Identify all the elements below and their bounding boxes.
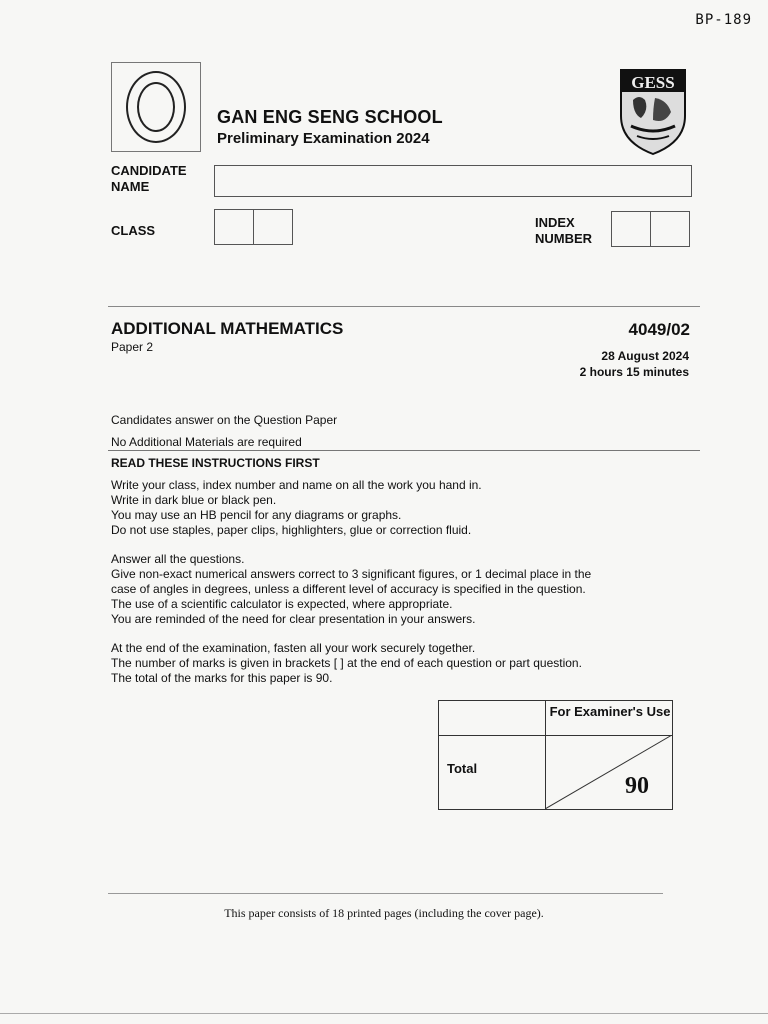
series-logo [111, 62, 201, 152]
instruction-block-1 [111, 478, 691, 538]
index-box-1[interactable] [611, 211, 651, 247]
instruction-line: Answer all the questions. [111, 552, 245, 566]
crest-text: GESS [631, 73, 675, 92]
index-number-label: INDEX NUMBER [535, 215, 593, 246]
instruction-line: The number of marks is given in brackets [ ] at the end of each question or part question. [111, 656, 582, 670]
instruction-line: At the end of the examination, fasten all your work securely together. [111, 641, 476, 655]
exam-name: Preliminary Examination 2024 [217, 130, 430, 147]
candidate-name-field[interactable] [214, 165, 692, 197]
total-marks: 90 [625, 773, 649, 799]
paper-number: Paper 2 [111, 340, 154, 354]
document-code: BP-189 [695, 12, 752, 28]
school-crest [617, 68, 689, 156]
total-label: Total [447, 761, 478, 776]
page-count-note: This paper consists of 18 printed pages (including the cover page). [224, 906, 544, 920]
instruction-line: You are reminded of the need for clear presentation in your answers. [111, 612, 476, 626]
answer-on-text: Candidates answer on the Question Paper [111, 413, 338, 427]
footer-divider [108, 893, 663, 894]
instruction-line: case of angles in degrees, unless a different level of accuracy is specified in the question. [111, 582, 586, 596]
instruction-line: Write your class, index number and name on all the work you hand in. [111, 478, 482, 492]
instruction-line: Give non-exact numerical answers correct to 3 significant figures, or 1 decimal place in the [111, 567, 592, 581]
subject-title: ADDITIONAL MATHEMATICS [111, 319, 344, 338]
class-box-2[interactable] [253, 209, 293, 245]
logo-o-mark [126, 71, 186, 143]
examiner-use-header: For Examiner's Use [549, 704, 671, 719]
instruction-block-2 [111, 552, 691, 627]
logo-letter [137, 82, 175, 132]
candidate-name-label: CANDIDATE NAME [111, 163, 187, 194]
exam-date: 28 August 2024 [601, 349, 689, 363]
instruction-line: Do not use staples, paper clips, highlighters, glue or correction fluid. [111, 523, 472, 537]
instruction-line: Write in dark blue or black pen. [111, 493, 277, 507]
class-label: CLASS [111, 223, 156, 238]
subject-code: 4049/02 [628, 320, 690, 339]
instructions-heading: READ THESE INSTRUCTIONS FIRST [111, 456, 320, 470]
class-box-1[interactable] [214, 209, 254, 245]
instruction-block-3 [111, 641, 691, 686]
index-box-2[interactable] [650, 211, 690, 247]
materials-text: No Additional Materials are required [111, 435, 302, 449]
section-divider [108, 306, 700, 307]
instruction-line: The total of the marks for this paper is 90. [111, 671, 333, 685]
exam-duration: 2 hours 15 minutes [579, 365, 689, 379]
examiner-use-table [438, 700, 673, 810]
instruction-line: You may use an HB pencil for any diagrams or graphs. [111, 508, 402, 522]
page-bottom-edge [0, 1013, 768, 1014]
instruction-line: The use of a scientific calculator is expected, where appropriate. [111, 597, 453, 611]
instructions-divider [108, 450, 700, 451]
school-name: GAN ENG SENG SCHOOL [217, 107, 443, 127]
mark-diagonal [545, 735, 673, 809]
